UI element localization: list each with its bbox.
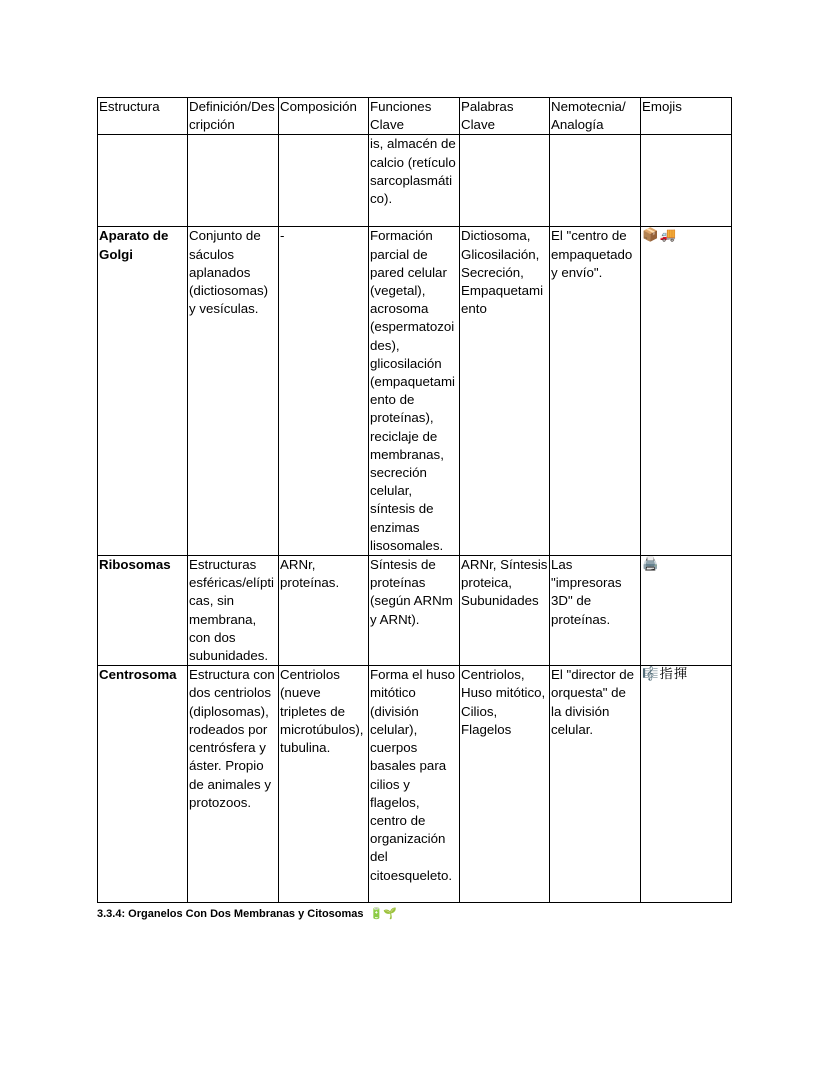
table-row-continuation — [98, 135, 732, 227]
cell-nemotecnia: Las "impresoras 3D" de proteínas. — [550, 556, 641, 666]
table-row-aparato-de-golgi — [98, 227, 732, 556]
cell-funciones: Formación parcial de pared celular (vegetal), acrosoma (espermatozoides), glicosilación (empaquetamiento de proteínas), reciclaje de membranas, secreción celular, síntesis de enzimas lisosomales. — [369, 227, 460, 556]
cell-emojis: 📦🚚 — [641, 227, 732, 556]
cell-composicion — [279, 135, 369, 227]
section-heading-text: 3.3.4: Organelos Con Dos Membranas y Citosomas — [97, 908, 364, 920]
section-heading — [97, 906, 397, 922]
cell-composicion: ARNr, proteínas. — [279, 556, 369, 666]
cell-composicion: - — [279, 227, 369, 556]
cell-palabras: Dictiosoma, Glicosilación, Secreción, Empaquetamiento — [460, 227, 550, 556]
cell-nemotecnia: El "centro de empaquetado y envío". — [550, 227, 641, 556]
cell-nemotecnia: El "director de orquesta" de la división celular. — [550, 666, 641, 903]
cell-definicion: Estructura con dos centriolos (diplosomas), rodeados por centrósfera y áster. Propio de animales y protozoos. — [188, 666, 279, 903]
organelle-table — [97, 97, 732, 903]
cell-estructura: Ribosomas — [98, 556, 188, 666]
table-row-ribosomas — [98, 556, 732, 666]
cell-estructura: Centrosoma — [98, 666, 188, 903]
cell-estructura — [98, 135, 188, 227]
cell-funciones: Forma el huso mitótico (división celular), cuerpos basales para cilios y flagelos, centro de organización del citoesqueleto. — [369, 666, 460, 903]
cell-palabras: ARNr, Síntesis proteica, Subunidades — [460, 556, 550, 666]
header-palabras: Palabras Clave — [460, 98, 550, 135]
cell-emojis: 🖨️ — [641, 556, 732, 666]
cell-funciones: is, almacén de calcio (retículo sarcoplasmático). — [369, 135, 460, 227]
header-nemotecnia: Nemotecnia/ Analogía — [550, 98, 641, 135]
header-funciones: Funciones Clave — [369, 98, 460, 135]
cell-nemotecnia — [550, 135, 641, 227]
header-estructura: Estructura — [98, 98, 188, 135]
cell-emojis — [641, 135, 732, 227]
header-emojis: Emojis — [641, 98, 732, 135]
cell-definicion: Conjunto de sáculos aplanados (dictiosomas) y vesículas. — [188, 227, 279, 556]
header-composicion: Composición — [279, 98, 369, 135]
cell-funciones: Síntesis de proteínas (según ARNm y ARNt). — [369, 556, 460, 666]
cell-estructura: Aparato de Golgi — [98, 227, 188, 556]
cell-emojis: 🎼指揮 — [641, 666, 732, 903]
cell-composicion: Centriolos (nueve tripletes de microtúbulos), tubulina. — [279, 666, 369, 903]
cell-definicion — [188, 135, 279, 227]
cell-palabras — [460, 135, 550, 227]
battery-seedling-icon: 🔋🌱 — [369, 907, 397, 920]
table-header-row — [98, 98, 732, 135]
cell-definicion: Estructuras esféricas/elípticas, sin membrana, con dos subunidades. — [188, 556, 279, 666]
table-row-centrosoma — [98, 666, 732, 903]
header-definicion: Definición/Descripción — [188, 98, 279, 135]
cell-palabras: Centriolos, Huso mitótico, Cilios, Flagelos — [460, 666, 550, 903]
